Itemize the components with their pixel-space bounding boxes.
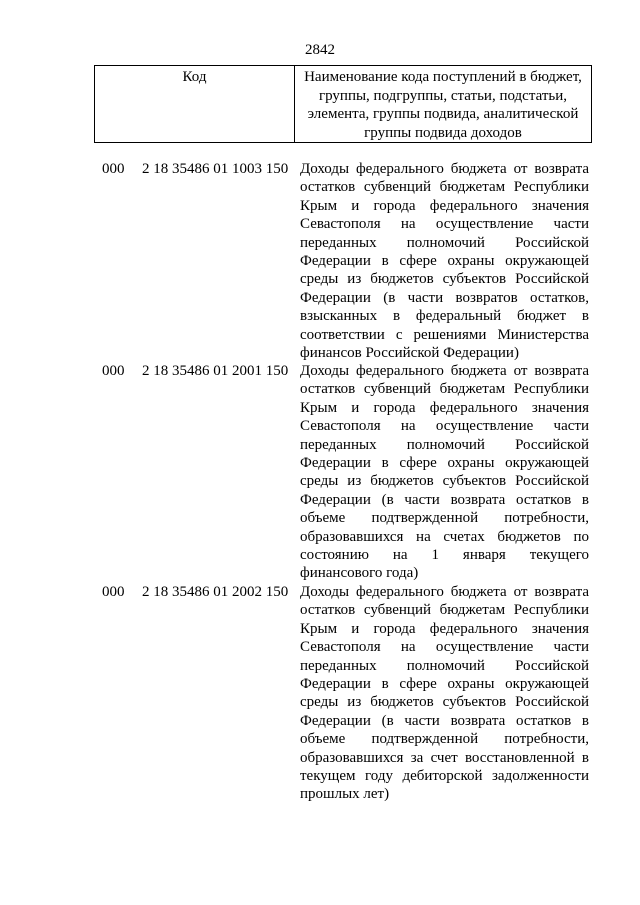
header-code-label: Код — [182, 69, 207, 85]
admin-code: 000 — [102, 584, 125, 600]
admin-code: 000 — [102, 363, 125, 379]
income-description: Доходы федерального бюджета от возврата остатков субвенций бюджетам Республики Крым и города федерального значения Севастополя на осуществление части переданных полномочий Российской Федерации в сфере охраны окружающей среды из бюджетов субъектов Российской Федерации (в части возврата остатков в объеме подтвержденной потребности, образовавшихся на счетах бюджетов по состоянию на 1 января текущего финансового года) — [300, 363, 589, 582]
income-code: 2 18 35486 01 1003 150 — [142, 161, 289, 177]
header-name-label: Наименование кода поступлений в бюджет, группы, подгруппы, статьи, подстатьи, элемента, группы подвида, аналитической группы подвида доходов — [304, 69, 582, 141]
table-header — [94, 65, 592, 143]
income-code: 2 18 35486 01 2001 150 — [142, 363, 289, 379]
page-number: 2842 — [305, 42, 335, 58]
admin-code: 000 — [102, 161, 125, 177]
income-description: Доходы федерального бюджета от возврата остатков субвенций бюджетам Республики Крым и города федерального значения Севастополя на осуществление части переданных полномочий Российской Федерации в сфере охраны окружающей среды из бюджетов субъектов Российской Федерации (в части возврата остатков в объеме подтвержденной потребности, образовавшихся за счет восстановленной в текущем году дебиторской задолженности прошлых лет) — [300, 584, 589, 803]
income-code: 2 18 35486 01 2002 150 — [142, 584, 289, 600]
income-description: Доходы федерального бюджета от возврата остатков субвенций бюджетам Республики Крым и города федерального значения Севастополя на осуществление части переданных полномочий Российской Федерации в сфере охраны окружающей среды из бюджетов субъектов Российской Федерации (в части возвратов остатков, взысканных в федеральный бюджет в соответствии с решениями Министерства финансов Российской Федерации) — [300, 161, 589, 362]
